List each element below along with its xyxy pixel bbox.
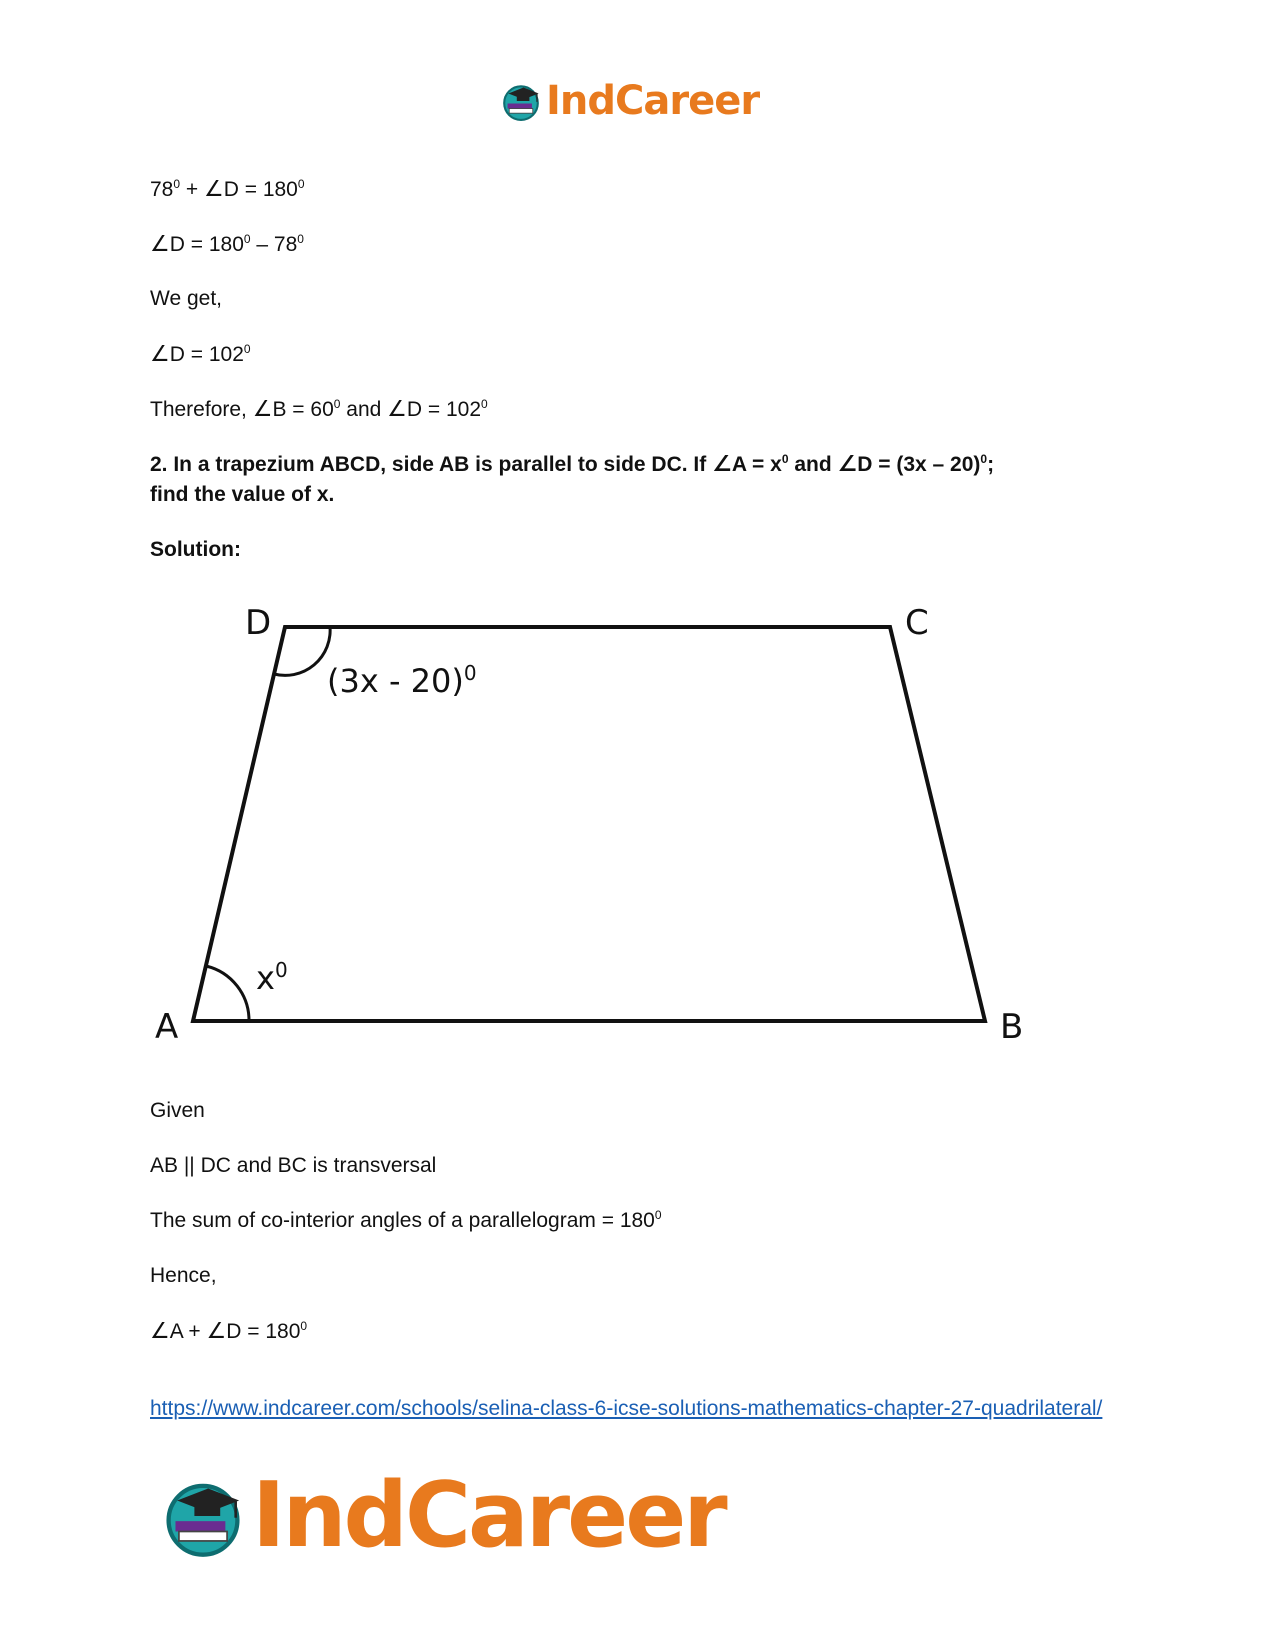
text: – 78 (250, 233, 298, 256)
equation-line-2 (150, 231, 304, 258)
text: D = (3x – 20) (857, 453, 981, 476)
text: The sum of co-interior angles of a parallelogram = 180 (150, 1209, 655, 1232)
graduation-cap-books-globe-icon (160, 1473, 246, 1559)
given-line: Given (150, 1099, 205, 1122)
angle-icon: ∠ (203, 176, 224, 201)
equation-line-4 (150, 341, 251, 368)
vertex-label-c: C (905, 603, 929, 643)
we-get-line: We get, (150, 287, 222, 310)
angle-arc-a (206, 966, 249, 1021)
degree: 0 (463, 661, 477, 685)
final-equation-line (150, 1318, 307, 1345)
degree: 0 (980, 452, 988, 466)
text: 78 (150, 178, 174, 201)
degree: 0 (173, 177, 181, 191)
vertex-label-b: B (1000, 1007, 1024, 1047)
angle-icon: ∠ (252, 396, 273, 421)
text: D = 102 (406, 398, 482, 421)
degree: 0 (243, 342, 251, 356)
trapezium-shape (193, 627, 985, 1021)
angle-icon: ∠ (150, 341, 170, 366)
vertex-label-d: D (245, 603, 272, 643)
angle-d-text: (3x - 20) (327, 662, 464, 700)
text: Therefore, (150, 398, 253, 421)
degree: 0 (781, 452, 789, 466)
footer-logo[interactable] (160, 1463, 725, 1568)
hence-line: Hence, (150, 1264, 217, 1287)
text: D = 180 (169, 233, 244, 256)
trapezium-figure (150, 592, 1030, 1052)
sum-line (150, 1208, 662, 1234)
text: D = 102 (169, 343, 244, 366)
text: A = x (731, 453, 782, 476)
vertex-label-a: A (155, 1007, 179, 1047)
ab-dc-line: AB || DC and BC is transversal (150, 1154, 437, 1177)
angle-icon: ∠ (150, 231, 170, 256)
header-logo[interactable] (500, 78, 759, 124)
text: ; (987, 453, 995, 476)
text: D = 180 (226, 1320, 301, 1343)
text: 2. In a trapezium ABCD, side AB is parallel to side DC. If (150, 453, 713, 476)
angle-icon: ∠ (837, 451, 858, 476)
angle-label-a (256, 958, 288, 997)
equation-line-1 (150, 176, 305, 203)
angle-icon: ∠ (206, 1318, 227, 1343)
therefore-line (150, 396, 488, 423)
text: B = 60 (272, 398, 334, 421)
question-line-1 (150, 451, 994, 478)
text: + (180, 178, 204, 201)
angle-icon: ∠ (387, 396, 407, 421)
degree: 0 (243, 232, 251, 246)
degree: 0 (300, 1319, 308, 1333)
degree: 0 (274, 958, 288, 982)
source-link[interactable]: https://www.indcareer.com/schools/selina-class-6-icse-solutions-mathematics-chapter-27-quadrilateral/ (150, 1397, 1103, 1420)
degree: 0 (297, 177, 305, 191)
degree: 0 (333, 397, 341, 411)
logo-text: IndCareer (252, 1463, 725, 1568)
degree: 0 (481, 397, 488, 411)
solution-label: Solution: (150, 538, 241, 561)
text: A + (169, 1320, 207, 1343)
logo-text: IndCareer (546, 78, 760, 124)
degree: 0 (654, 1208, 662, 1222)
angle-icon: ∠ (150, 1318, 170, 1343)
question-line-2: find the value of x. (150, 483, 335, 506)
angle-icon: ∠ (712, 451, 732, 476)
text: and (340, 398, 388, 421)
degree: 0 (297, 232, 304, 246)
graduation-cap-books-globe-icon (500, 80, 542, 122)
angle-label-d (327, 661, 477, 700)
text: and (788, 453, 838, 476)
text: D = 180 (223, 178, 298, 201)
angle-a-text: x (256, 959, 275, 997)
